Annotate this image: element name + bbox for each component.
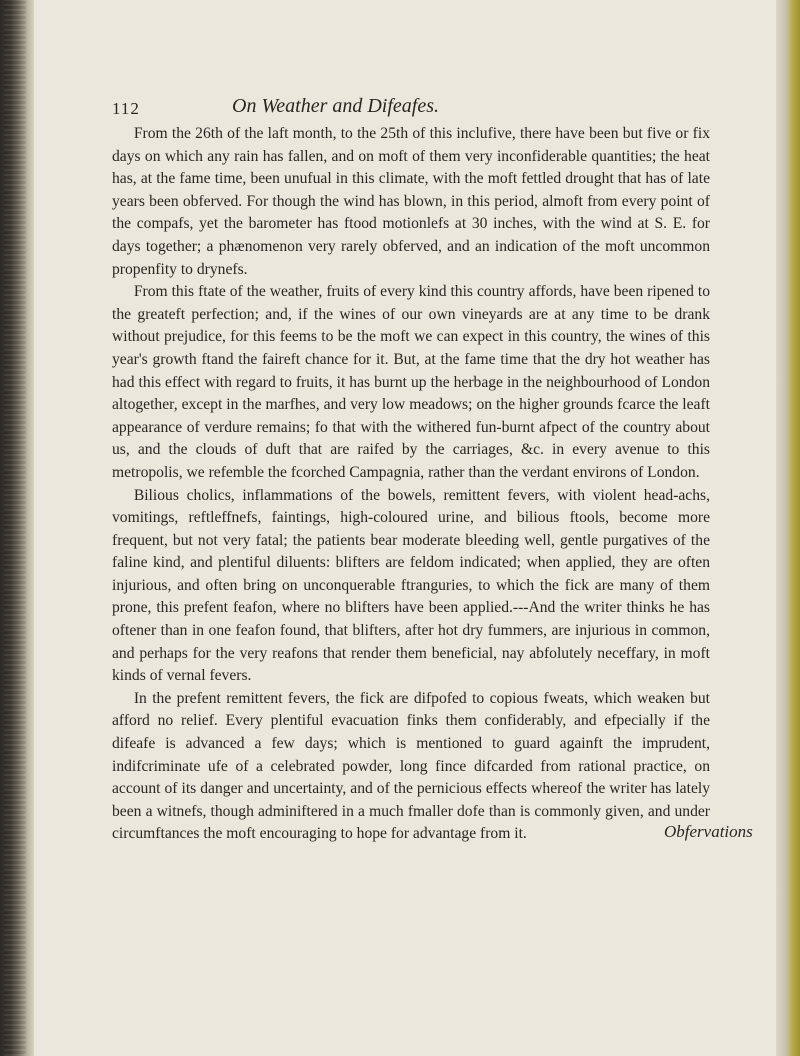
book-page-edge-right xyxy=(776,0,800,1056)
catchword: Obfervations xyxy=(664,822,753,841)
book-page xyxy=(34,0,776,1056)
body-text xyxy=(112,123,710,846)
page-number: 112 xyxy=(112,99,140,118)
book-binding-left xyxy=(0,0,34,1056)
paragraph-2: From this ftate of the weather, fruits of every kind this country affords, have been ripened to the greateft perfection; and, if the wines of our own vineyards are at any time to be drank without prejudice, for this feems to be the moft we can expect in this country, the wines of this year's growth ftand the faireft chance for it. But, at the fame time that the dry hot weather has had this effect with regard to fruits, it has burnt up the herbage in the neighbourhood of London altogether, except in the marfhes, and very low meadows; on the higher grounds fcarce the leaft appearance of verdure remains; fo that with the withered fun-burnt afpect of the country about us, and the clouds of duft that are raifed by the carriages, &c. in every avenue to this metropolis, we refemble the fcorched Campagnia, rather than the verdant environs of London. xyxy=(112,283,710,481)
running-head xyxy=(112,95,632,125)
running-title: On Weather and Difeafes. xyxy=(232,95,440,117)
paragraph-3: Bilious cholics, inflammations of the bowels, remittent fevers, with violent head-achs, vomitings, reftleffnefs, faintings, high-coloured urine, and bilious ftools, become more frequent, but not very fatal; the patients bear moderate bleeding well, gentle purgatives of the faline kind, and plentiful diluents: blifters are feldom indicated; when applied, they are often injurious, and often bring on unconquerable ftranguries, to which the fick are many of them prone, this prefent feafon, where no blifters have been applied.---And the writer thinks he has oftener than in one feafon found, that blifters, after hot dry fummers, are injurious in common, and perhaps for the very reafons that render them beneficial, nay abfolutely neceffary, in moft kinds of vernal fevers. xyxy=(112,486,710,685)
paragraph-1: From the 26th of the laft month, to the 25th of this inclufive, there have been but five or fix days on which any rain has fallen, and on moft of them very inconfiderable quantities; the heat has, at the fame time, been unufual in this climate, with the moft fettled drought that has of late years been obferved. For though the wind has blown, in this period, almoft from every point of the compafs, yet the barometer has ftood motionlefs at 30 inches, with the wind at S. E. for days together; a phænomenon very rarely obferved, and an indication of the moft uncommon propenfity to drynefs. xyxy=(112,125,710,278)
paragraph-4: In the prefent remittent fevers, the fick are difpofed to copious fweats, which weaken but afford no relief. Every plentiful evacuation finks them confiderably, and efpecially if the difeafe is advanced a few days; which is mentioned to guard againft the imprudent, indifcriminate ufe of a celebrated powder, long fince difcarded from rational practice, on account of its danger and uncertainty, and of the pernicious effects whereof the writer has lately been a witnefs, though adminiftered in a much fmaller dofe than is commonly given, and under circumftances the moft encouraging to hope for advantage from it. xyxy=(112,689,710,843)
